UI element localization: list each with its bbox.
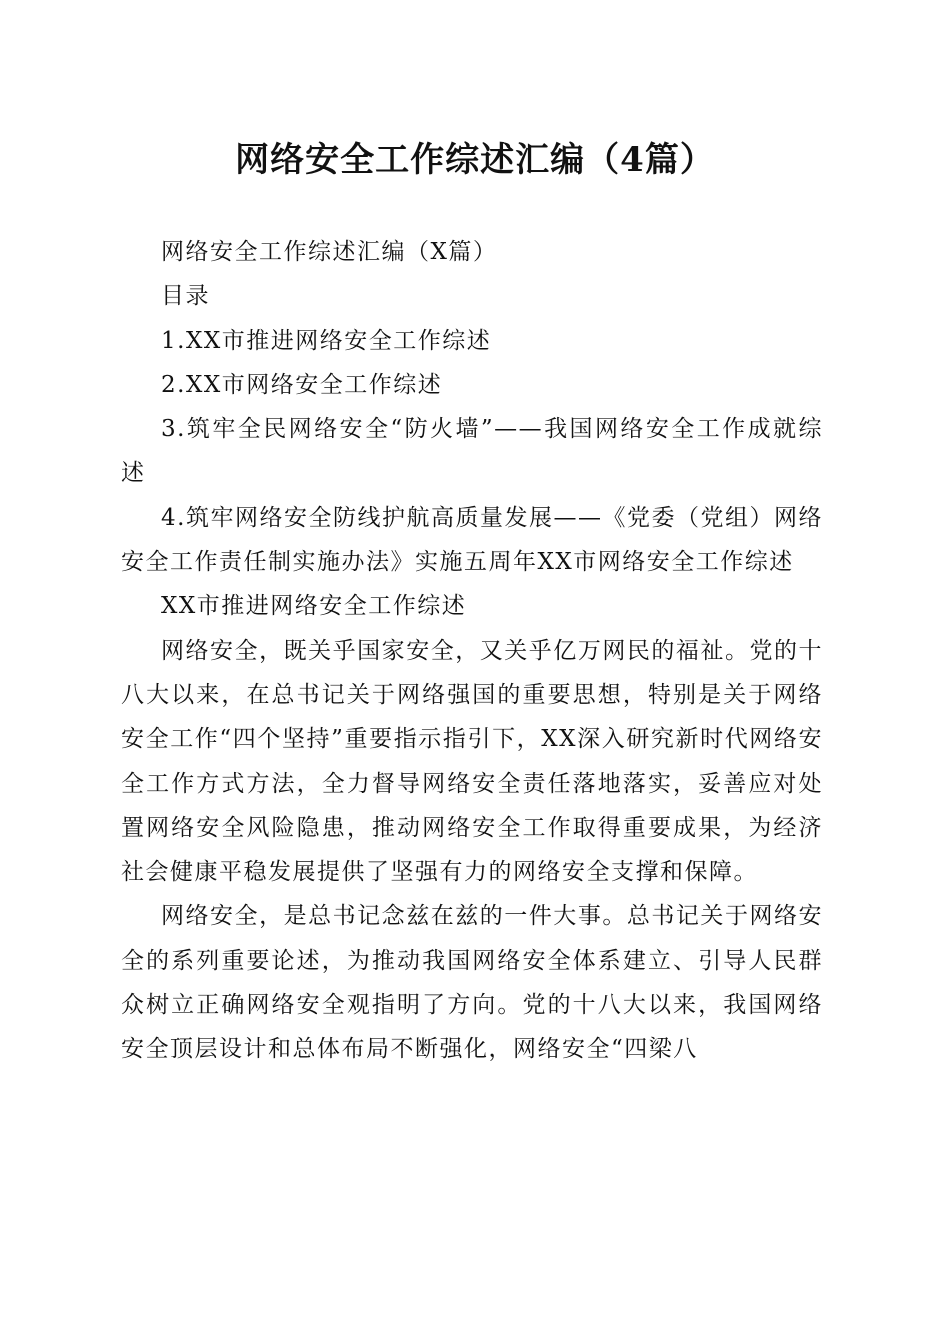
toc-item-1: 1.XX市推进网络安全工作综述 (161, 327, 492, 354)
toc-heading: 目录 (161, 283, 210, 310)
compilation-subtitle: 网络安全工作综述汇编（X篇） (161, 239, 498, 265)
toc-item-2: 2.XX市网络安全工作综述 (161, 371, 443, 398)
body-paragraph: 网络安全，既关乎国家安全，又关乎亿万网民的福祉。党的十八大以来，在总书记关于网络强国的重要思想，特别是关于网络安全工作“四个坚持”重要指示指引下，XX深入研究新时代网络安全工作方式方法，全力督导网络安全责任落地落实，妥善应对处置网络安全风险隐患，推动网络安全工作取得重要成果，为经济社会健康平稳发展提供了坚强有力的网络安全支撑和保障。 (121, 637, 823, 886)
toc-item-3: 3.筑牢全民网络安全“防火墙”——我国网络安全工作成就综述 (121, 416, 823, 487)
body-paragraph: 网络安全，是总书记念兹在兹的一件大事。总书记关于网络安全的系列重要论述，为推动我国网络安全体系建立、引导人民群众树立正确网络安全观指明了方向。党的十八大以来，我国网络安全顶层设计和总体布局不断强化，网络安全“四梁八 (121, 903, 823, 1063)
section-heading: XX市推进网络安全工作综述 (161, 593, 467, 620)
toc-item-4: 4.筑牢网络安全防线护航高质量发展——《党委（党组）网络安全工作责任制实施办法》实施五周年XX市网络安全工作综述 (121, 504, 823, 576)
document-title: 网络安全工作综述汇编（4篇） (235, 140, 715, 180)
document-body (121, 230, 823, 1072)
